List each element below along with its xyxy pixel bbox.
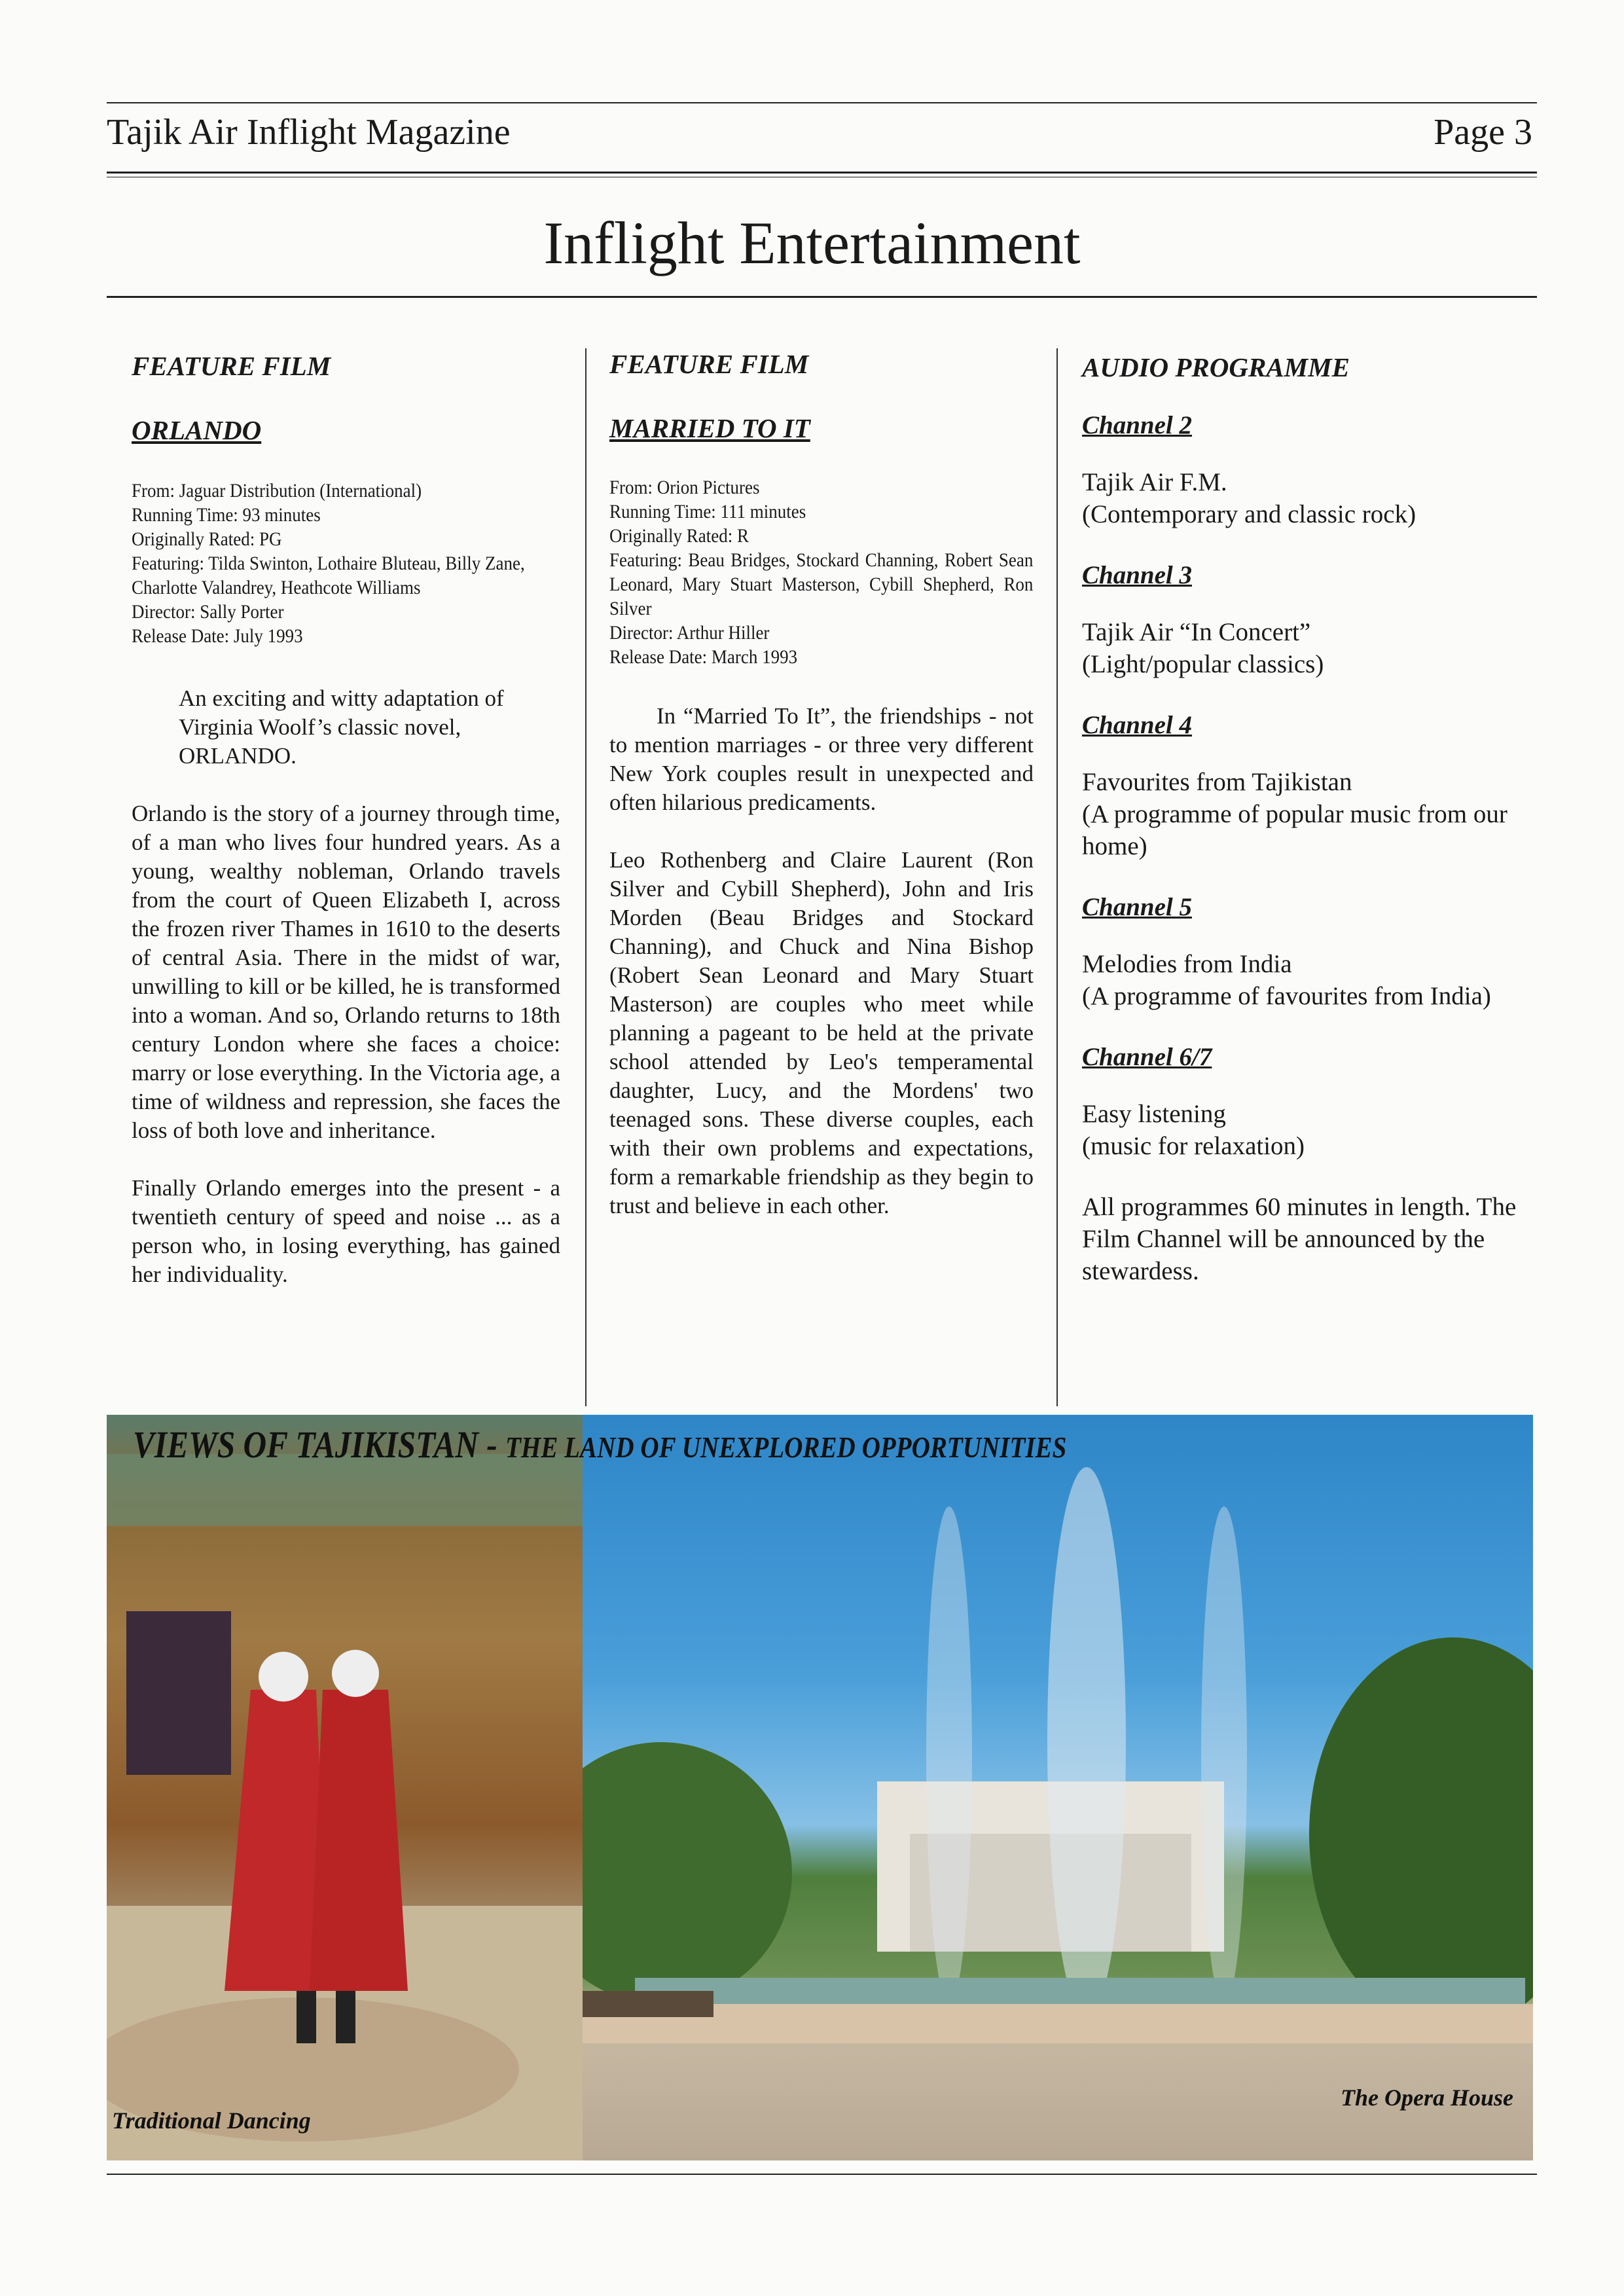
channel-name: Channel 3 bbox=[1082, 561, 1192, 589]
column-divider bbox=[585, 348, 586, 1406]
opera-house-photo bbox=[583, 1415, 1533, 2160]
channel-desc: (A programme of popular music from our home) bbox=[1082, 800, 1507, 860]
channel-title: Melodies from India bbox=[1082, 950, 1292, 978]
detail-rating: Originally Rated: PG bbox=[132, 528, 282, 550]
traditional-dancing-photo bbox=[107, 1415, 583, 2160]
detail-director: Director: Sally Porter bbox=[132, 601, 284, 623]
magazine-name: Tajik Air Inflight Magazine bbox=[107, 112, 511, 153]
channel-5 bbox=[1082, 891, 1527, 1012]
intro-paragraph: An exciting and witty adaptation of Virginia Woolf’s classic novel, ORLANDO. bbox=[179, 685, 504, 769]
channel-desc: (Contemporary and classic rock) bbox=[1082, 500, 1416, 528]
bottom-rule bbox=[107, 2174, 1537, 2175]
detail-featuring: Featuring: Beau Bridges, Stockard Channing, Robert Sean Leonard, Mary Stuart Masterson, Cybill Shepherd, Ron Silver bbox=[609, 549, 1034, 619]
channel-4 bbox=[1082, 709, 1527, 862]
page-title: Inflight Entertainment bbox=[543, 210, 1081, 276]
detail-running-time: Running Time: 93 minutes bbox=[132, 504, 321, 526]
channel-6-7 bbox=[1082, 1041, 1527, 1162]
channel-title: Favourites from Tajikistan bbox=[1082, 768, 1352, 796]
channel-name: Channel 2 bbox=[1082, 411, 1192, 439]
detail-release: Release Date: July 1993 bbox=[132, 625, 303, 647]
film-details bbox=[132, 479, 560, 648]
channel-title: Easy listening bbox=[1082, 1100, 1226, 1128]
detail-from: From: Jaguar Distribution (International) bbox=[132, 480, 422, 501]
channel-title: Tajik Air F.M. bbox=[1082, 468, 1227, 496]
channel-title: Tajik Air “In Concert” bbox=[1082, 618, 1311, 646]
title-rule bbox=[107, 296, 1537, 298]
photo-banner bbox=[133, 1423, 1066, 1467]
film-title: MARRIED TO IT bbox=[609, 413, 810, 443]
dancers-illustration bbox=[107, 1415, 583, 2160]
banner-title: VIEWS OF TAJIKISTAN - bbox=[133, 1423, 497, 1466]
body-paragraph: Finally Orlando emerges into the present - a twentieth century of speed and noise ... as a person who, in losing everything, has gained her individuality. bbox=[132, 1175, 560, 1287]
channel-3 bbox=[1082, 559, 1527, 680]
section-heading: AUDIO PROGRAMME bbox=[1082, 352, 1350, 382]
caption-traditional-dancing: Traditional Dancing bbox=[112, 2107, 311, 2134]
detail-rating: Originally Rated: R bbox=[609, 525, 749, 547]
body-paragraph: Orlando is the story of a journey through time, of a man who lives four hundred years. As a young, wealthy nobleman, Orlando travels from the court of Queen Elizabeth I, across the frozen river Thames in 1610 to the deserts of central Asia. There in the midst of war, unwilling to kill or be killed, he is transformed into a woman. And so, Orlando returns to 18th century London where she faces a choice: marry or lose everything. In the Victoria age, a time of wildness and repression, she faces the loss of both love and inheritance. bbox=[132, 801, 560, 1143]
detail-running-time: Running Time: 111 minutes bbox=[609, 501, 806, 522]
channel-desc: (A programme of favourites from India) bbox=[1082, 982, 1491, 1010]
detail-featuring: Featuring: Tilda Swinton, Lothaire Bluteau, Billy Zane, Charlotte Valandrey, Heathcote Williams bbox=[132, 553, 525, 598]
film-details bbox=[609, 475, 1033, 669]
programme-note: All programmes 60 minutes in length. The Film Channel will be announced by the stewardess. bbox=[1082, 1193, 1517, 1285]
channel-name: Channel 5 bbox=[1082, 893, 1192, 921]
intro-paragraph: In “Married To It”, the friendships - not to mention marriages - or three very different New York couples result in unexpected and often hilarious predicaments. bbox=[609, 703, 1034, 815]
audio-programme bbox=[1082, 352, 1527, 1287]
feature-film-married-to-it bbox=[609, 348, 1034, 1249]
channel-desc: (music for relaxation) bbox=[1082, 1132, 1305, 1160]
detail-release: Release Date: March 1993 bbox=[609, 646, 798, 668]
channel-2 bbox=[1082, 409, 1527, 530]
channel-desc: (Light/popular classics) bbox=[1082, 650, 1324, 678]
views-of-tajikistan-photos bbox=[107, 1415, 1533, 2160]
section-heading: FEATURE FILM bbox=[132, 351, 331, 381]
column-divider bbox=[1056, 348, 1058, 1406]
banner-subtitle: THE LAND OF UNEXPLORED OPPORTUNITIES bbox=[505, 1430, 1067, 1464]
body-paragraph: Leo Rothenberg and Claire Laurent (Ron Silver and Cybill Shepherd), John and Iris Morden (Beau Bridges and Stockard Channing), and Chuck and Nina Bishop (Robert Sean Leonard and Mary Stuart Masterson) are couples who meet while planning a pageant to be held at the private school attended by Leo's temperamental daughter, Lucy, and the Mordens' two teenaged sons. These diverse couples, each with their own problems and expectations, form a remarkable friendship as they begin to trust and believe in each other. bbox=[609, 847, 1034, 1218]
header-rule bbox=[107, 172, 1537, 173]
detail-from: From: Orion Pictures bbox=[609, 477, 760, 498]
channel-name: Channel 6/7 bbox=[1082, 1043, 1212, 1071]
top-rule bbox=[107, 102, 1537, 103]
caption-opera-house: The Opera House bbox=[1341, 2085, 1513, 2111]
channel-name: Channel 4 bbox=[1082, 711, 1192, 739]
detail-director: Director: Arthur Hiller bbox=[609, 622, 770, 644]
page-number: Page 3 bbox=[1434, 112, 1532, 153]
section-heading: FEATURE FILM bbox=[609, 349, 809, 379]
feature-film-orlando bbox=[132, 350, 560, 1318]
opera-house-illustration bbox=[583, 1415, 1533, 2160]
film-title: ORLANDO bbox=[132, 415, 262, 445]
